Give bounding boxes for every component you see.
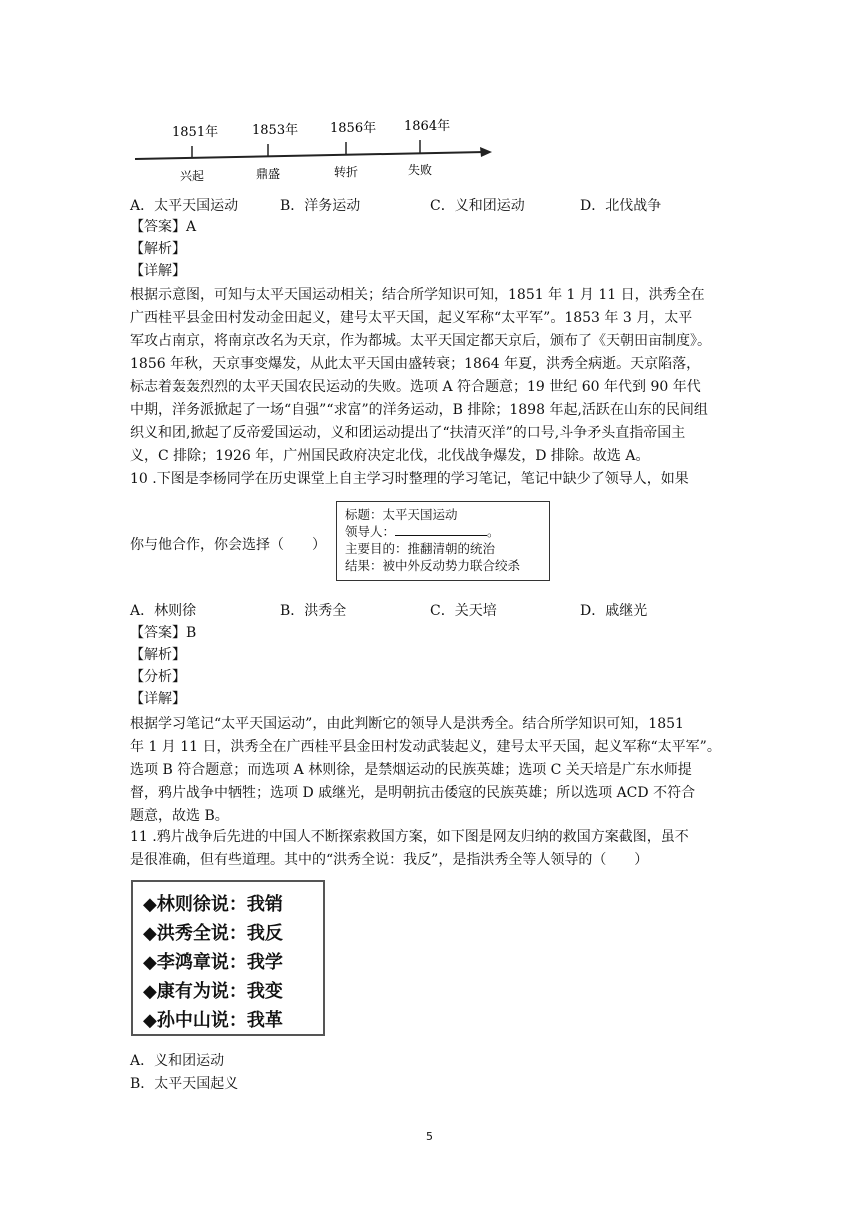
q9-explanation-line: 织义和团,掀起了反帝爱国运动，义和团运动提出了“扶清灭洋”的口号,斗争矛头直指帝国主	[130, 425, 686, 441]
q9-explanation-line: 中期，洋务派掀起了一场“自强”“求富”的洋务运动，B 排除；1898 年起,活跃在山东的民间组	[130, 402, 708, 418]
note-goal: 主要目的：推翻清朝的统治	[345, 541, 496, 556]
q10-option-c: C．关天培	[430, 603, 497, 619]
year-label-1856: 1856年	[330, 121, 377, 136]
year-label-1853: 1853年	[252, 123, 299, 138]
note-leader-row	[345, 523, 541, 540]
scheme-item: ◆孙中山说：我革	[143, 1010, 283, 1031]
q9-explanation-line: 广西桂平县金田村发动金田起义，建号太平天国，起义军称“太平军”。1853 年 3 月，太平	[130, 310, 693, 326]
q10-option-b: B．洪秀全	[280, 603, 347, 619]
q10-option-d: D．戚继光	[580, 603, 648, 619]
q10-explanation-line: 督，鸦片战争中牺牲；选项 D 戚继光，是明朝抗击倭寇的民族英雄；所以选项 ACD 不符合	[130, 785, 696, 801]
q10-explanation-line: 年 1 月 11 日，洪秀全在广西桂平县金田村发动武装起义，建号太平天国，起义军称“太平军”。	[130, 739, 721, 755]
note-result: 结果：被中外反动势力联合绞杀	[345, 558, 521, 573]
note-leader-label: 领导人：	[345, 524, 396, 539]
q9-option-b: B．洋务运动	[280, 198, 361, 214]
q10-answer: 【答案】B	[130, 625, 197, 641]
q10-detail-label: 【详解】	[130, 691, 186, 707]
scheme-item: ◆洪秀全说：我反	[143, 923, 283, 944]
note-leader-end: 。	[487, 524, 500, 539]
q10-stem-line2: 你与他合作，你会选择（ ）	[130, 537, 326, 553]
q11-option-a: A．义和团运动	[130, 1053, 225, 1069]
q10-analysis-label: 【解析】	[130, 647, 186, 663]
stage-label-fail: 失败	[408, 163, 433, 177]
q10-stem-line1: 10 .下图是李杨同学在历史课堂上自主学习时整理的学习笔记，笔记中缺少了领导人，如果	[130, 471, 689, 487]
stage-label-peak: 鼎盛	[256, 167, 281, 181]
scheme-screenshot-box	[131, 880, 325, 1036]
scheme-item: ◆康有为说：我变	[143, 981, 283, 1002]
note-leader-blank	[395, 524, 487, 536]
q11-stem-line2: 是很准确，但有些道理。其中的“洪秀全说：我反”，是指洪秀全等人领导的（ ）	[130, 852, 649, 868]
q11-option-b: B．太平天国起义	[130, 1076, 239, 1092]
scheme-item: ◆林则徐说：我销	[143, 894, 283, 915]
year-label-1864: 1864年	[404, 119, 451, 134]
page-number: 5	[426, 1130, 433, 1143]
q10-fenxi-label: 【分析】	[130, 669, 186, 685]
stage-label-rise: 兴起	[180, 169, 205, 183]
q9-explanation-line: 标志着轰轰烈烈的太平天国农民运动的失败。选项 A 符合题意；19 世纪 60 年代到 90 年代	[130, 379, 701, 395]
timeline-axis	[135, 152, 485, 159]
q9-answer: 【答案】A	[130, 219, 197, 235]
year-label-1851: 1851年	[172, 125, 219, 140]
q10-option-a: A．林则徐	[130, 603, 197, 619]
timeline-figure	[130, 112, 500, 187]
stage-label-turn: 转折	[334, 165, 359, 179]
q9-analysis-label: 【解析】	[130, 241, 186, 257]
q9-detail-label: 【详解】	[130, 263, 186, 279]
q9-option-d: D．北伐战争	[580, 198, 662, 214]
q9-explanation-line: 根据示意图，可知与太平天国运动相关；结合所学知识可知，1851 年 1 月 11 日，洪秀全在	[130, 287, 705, 303]
q9-option-a: A．太平天国运动	[130, 198, 239, 214]
q10-explanation-line: 选项 B 符合题意；而选项 A 林则徐，是禁烟运动的民族英雄；选项 C 关天培是广东水师提	[130, 762, 692, 778]
q10-explanation-line: 题意，故选 B。	[130, 808, 229, 824]
q9-option-c: C．义和团运动	[430, 198, 525, 214]
q10-explanation-line: 根据学习笔记“太平天国运动”，由此判断它的领导人是洪秀全。结合所学知识可知，1851	[130, 716, 684, 732]
q9-explanation-line: 义，C 排除；1926 年，广州国民政府决定北伐，北伐战争爆发，D 排除。故选 A。	[130, 448, 650, 464]
q9-explanation-line: 军攻占南京，将南京改名为天京，作为都城。太平天国定都天京后，颁布了《天朝田亩制度》。	[130, 333, 711, 349]
timeline-arrow	[480, 147, 492, 157]
q11-stem-line1: 11 .鸦片战争后先进的中国人不断探索救国方案，如下图是网友归纳的救国方案截图，虽不	[130, 829, 689, 845]
q9-explanation-line: 1856 年秋，天京事变爆发，从此太平天国由盛转衰；1864 年夏，洪秀全病逝。天京陷落，	[130, 356, 701, 372]
scheme-item: ◆李鸿章说：我学	[143, 952, 283, 973]
study-note-box	[336, 501, 550, 581]
note-title: 标题：太平天国运动	[345, 507, 458, 522]
